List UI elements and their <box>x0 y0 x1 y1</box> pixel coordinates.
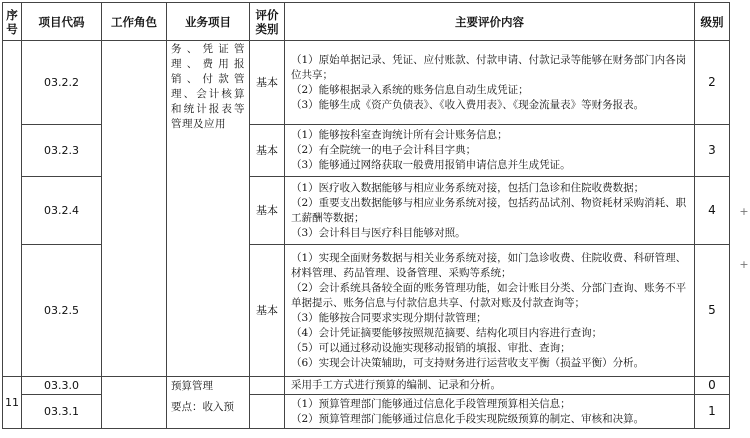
code-cell: 03.2.4 <box>22 177 102 245</box>
content-cell <box>285 377 695 395</box>
business-title: 预算管理 <box>171 380 213 392</box>
content-cell <box>285 395 695 429</box>
eval-cell: 基本 <box>250 177 285 245</box>
content-line: （3）会计科目与医疗科目能够对照。 <box>291 226 466 239</box>
evaluation-table <box>2 2 730 429</box>
content-line: （6）实现会计决策辅助，可支持财务进行运营收支平衡（损益平衡）分析。 <box>291 356 645 369</box>
header-eval-type: 评价类别 <box>250 3 285 41</box>
eval-cell <box>250 377 285 395</box>
header-content: 主要评价内容 <box>285 3 695 41</box>
eval-cell: 基本 <box>250 125 285 177</box>
content-cell <box>285 177 695 245</box>
role-cell-empty <box>102 41 167 377</box>
header-business: 业务项目 <box>167 3 250 41</box>
code-cell: 03.3.1 <box>22 395 102 429</box>
content-line: 采用手工方式进行预算的编制、记录和分析。 <box>291 379 501 391</box>
content-line: （1）原始单据记录、凭证、应付账款、付款申请、付款记录等能够在财务部门内各岗位共享； <box>291 53 687 81</box>
content-cell <box>285 41 695 125</box>
header-seq: 序号 <box>3 3 22 41</box>
content-line: （1）医疗收入数据能够与相应业务系统对接，包括门急诊和住院收费数据； <box>291 181 645 194</box>
content-line: （2）能够根据录入系统的账务信息自动生成凭证； <box>291 83 529 96</box>
resize-handle-plus[interactable]: + <box>739 258 749 271</box>
eval-cell: 基本 <box>250 245 285 377</box>
content-line: （3）能够按合同要求实现分期付款管理； <box>291 311 487 324</box>
level-cell: 5 <box>695 245 730 377</box>
code-cell: 03.2.3 <box>22 125 102 177</box>
content-line: （2）会计系统具备较全面的账务管理功能，如会计账目分类、分部门查询、账务不平单据提示、账务信息与付款信息共享、付款对账及付款查询等； <box>291 281 687 309</box>
header-code: 项目代码 <box>22 3 102 41</box>
eval-cell <box>250 395 285 429</box>
content-line: （3）能够通过网络获取一般费用报销申请信息并生成凭证。 <box>291 159 571 171</box>
eval-cell: 基本 <box>250 41 285 125</box>
business-cell <box>167 41 250 377</box>
table-row <box>3 377 730 395</box>
role-cell-empty <box>102 377 167 429</box>
content-line: （1）实现全面财务数据与相关业务系统对接，如门急诊收费、住院收费、科研管理、材料管理、药品管理、设备管理、采购等系统； <box>291 251 687 279</box>
level-cell: 4 <box>695 177 730 245</box>
business-text: 务、凭证管理、费用报销、付款管理、会计核算和统计报表等管理及应用 <box>171 43 245 130</box>
header-role: 工作角色 <box>102 3 167 41</box>
content-line: （5）可以通过移动设施实现移动报销的填报、审批、查询； <box>291 341 571 354</box>
content-line: （1）能够按科室查询统计所有会计账务信息； <box>291 129 508 141</box>
content-line: （2）重要支出数据能够与相应业务系统对接，包括药品试剂、物资耗材采购消耗、职工薪酬等数据； <box>291 196 687 224</box>
code-cell: 03.3.0 <box>22 377 102 395</box>
level-cell: 1 <box>695 395 730 429</box>
level-cell: 3 <box>695 125 730 177</box>
content-cell <box>285 245 695 377</box>
resize-handle-plus[interactable]: + <box>739 205 749 218</box>
table-row <box>3 41 730 125</box>
content-line: （1）预算管理部门能够通过信息化手段管理预算相关信息； <box>291 397 571 410</box>
level-cell: 0 <box>695 377 730 395</box>
business-cell <box>167 377 250 429</box>
content-line: （3）能够生成《资产负债表》、《收入费用表》、《现金流量表》等财务报表。 <box>291 98 645 111</box>
header-row <box>3 3 730 41</box>
header-level: 级别 <box>695 3 730 41</box>
content-line: （2）有全院统一的电子会计科目字典； <box>291 144 477 156</box>
seq-cell: 11 <box>3 377 22 429</box>
level-cell: 2 <box>695 41 730 125</box>
content-cell <box>285 125 695 177</box>
content-line: （2）预算管理部门能够通过信息化手段实现院级预算的制定、审核和决算。 <box>291 412 645 425</box>
business-points: 要点：收入预 <box>171 401 234 413</box>
code-cell: 03.2.5 <box>22 245 102 377</box>
seq-cell-empty <box>3 41 22 377</box>
code-cell: 03.2.2 <box>22 41 102 125</box>
content-line: （4）会计凭证摘要能够按照规范摘要、结构化项目内容进行查询； <box>291 326 603 339</box>
